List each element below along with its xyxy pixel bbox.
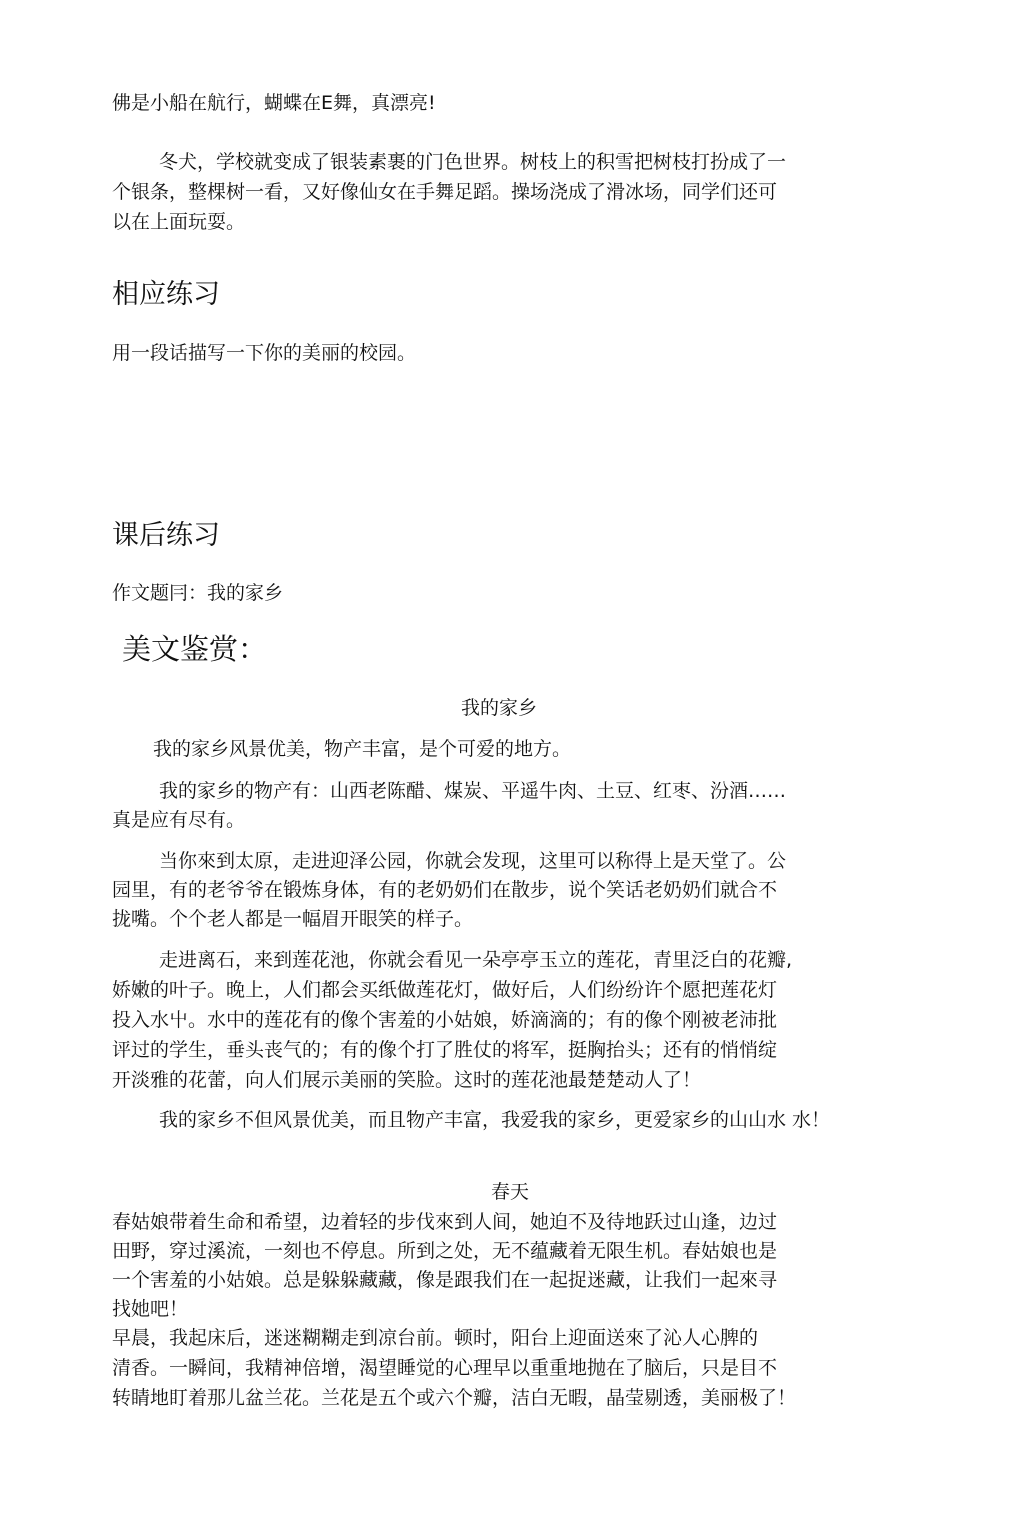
- essay1-p4-line-5: 开淡雅的花蕾，向人们展示美丽的笑脸。这时的莲花池最楚楚动人了！: [112, 1069, 702, 1091]
- intro-paragraph-line-2: 个银条，整棵树一看，又好像仙女在手舞足蹈。操场浇成了滑冰场，同学们还可: [112, 181, 778, 203]
- essay2-p1-line-2: 田野，穿过溪流，一刻也不停息。所到之处，无不蕴藏着无限生机。春姑娘也是: [112, 1240, 778, 1262]
- essay2-p1-line-3: 一个害羞的小姑娘。总是躲躲藏藏，像是跟我们在一起捉迷藏，让我们一起來寻: [112, 1269, 778, 1291]
- essay1-p4-line-3: 投入水屮。水中的莲花有的像个害羞的小姑娘，娇滴滴的；有的像个刚被老沛批: [112, 1009, 778, 1031]
- appreciation-heading: 美文鉴赏：: [122, 632, 268, 666]
- practice-heading: 相应练习: [112, 279, 220, 310]
- essay1-title: 我的家乡: [461, 697, 538, 719]
- intro-line-1: 佛是小船在航行，蝴蝶在E舞，真漂亮!: [112, 92, 436, 114]
- practice-task: 用一段话描写一下你的美丽的校园。: [112, 342, 417, 364]
- essay1-p4-line-2: 娇嫩的叶子。晚上，人们都会买纸做莲花灯，做好后，人们纷纷许个愿把莲花灯: [112, 979, 778, 1001]
- essay2-p1-line-1: 春姑娘带着生命和希望，边着轻的步伐來到人间，她迫不及待地跃过山逢，边过: [112, 1211, 778, 1233]
- essay1-p2-line-2: 真是应有尽有。: [112, 809, 246, 831]
- essay1-p3-line-3: 拢嘴。个个老人都是一幅眉开眼笑的样子。: [112, 908, 474, 930]
- intro-paragraph-line-3: 以在上面玩耍。: [112, 211, 246, 233]
- homework-topic: 作文题冃：我的家乡: [112, 582, 284, 604]
- essay2-title: 春天: [491, 1181, 530, 1203]
- essay1-p3-line-2: 园里，有的老爷爷在锻炼身体，有的老奶奶们在散步，说个笑话老奶奶们就合不: [112, 879, 778, 901]
- essay1-p3-line-1: 当你來到太原，走进迎泽公园，你就会发现，这里可以称得上是天堂了。公: [159, 850, 787, 872]
- essay2-p2-line-3: 转睛地盯着那儿盆兰花。兰花是五个或六个瓣，洁白无暇，晶莹剔透，美丽极了！: [112, 1387, 797, 1409]
- essay1-paragraph-1: 我的家乡风景优美，物产丰富，是个可爱的地方。: [153, 738, 572, 760]
- essay2-p2-line-1: 早晨，我起床后，迷迷糊糊走到凉台前。顿时，阳台上迎面送來了沁人心脾的: [112, 1327, 759, 1349]
- homework-heading: 课后练习: [112, 520, 220, 551]
- essay1-p4-line-1: 走进离石，来到莲花池，你就会看见一朵亭亭玉立的莲花，青里泛白的花瓣,: [159, 949, 793, 971]
- intro-paragraph-line-1: 冬犬，学校就变成了银装素裹的门色世界。树枝上的积雪把树枝打扮成了一: [159, 151, 787, 173]
- essay1-p2-line-1: 我的家乡的物产有：山西老陈醋、煤炭、平遥牛肉、土豆、红枣、汾酒……: [159, 780, 787, 802]
- essay1-paragraph-5: 我的家乡不但风景优美，而且物产丰富，我爱我的家乡，更爱家乡的山山水 水！: [159, 1109, 831, 1131]
- essay1-p4-line-4: 评过的学生，垂头丧气的；有的像个打了胜仗的将军，挺胸抬头；还有的悄悄绽: [112, 1039, 778, 1061]
- essay2-p2-line-2: 清香。一瞬间，我精神倍增，渴望睡觉的心理早以重重地抛在了脑后，只是目不: [112, 1357, 778, 1379]
- essay2-p1-line-4: 找她吧！: [112, 1298, 189, 1320]
